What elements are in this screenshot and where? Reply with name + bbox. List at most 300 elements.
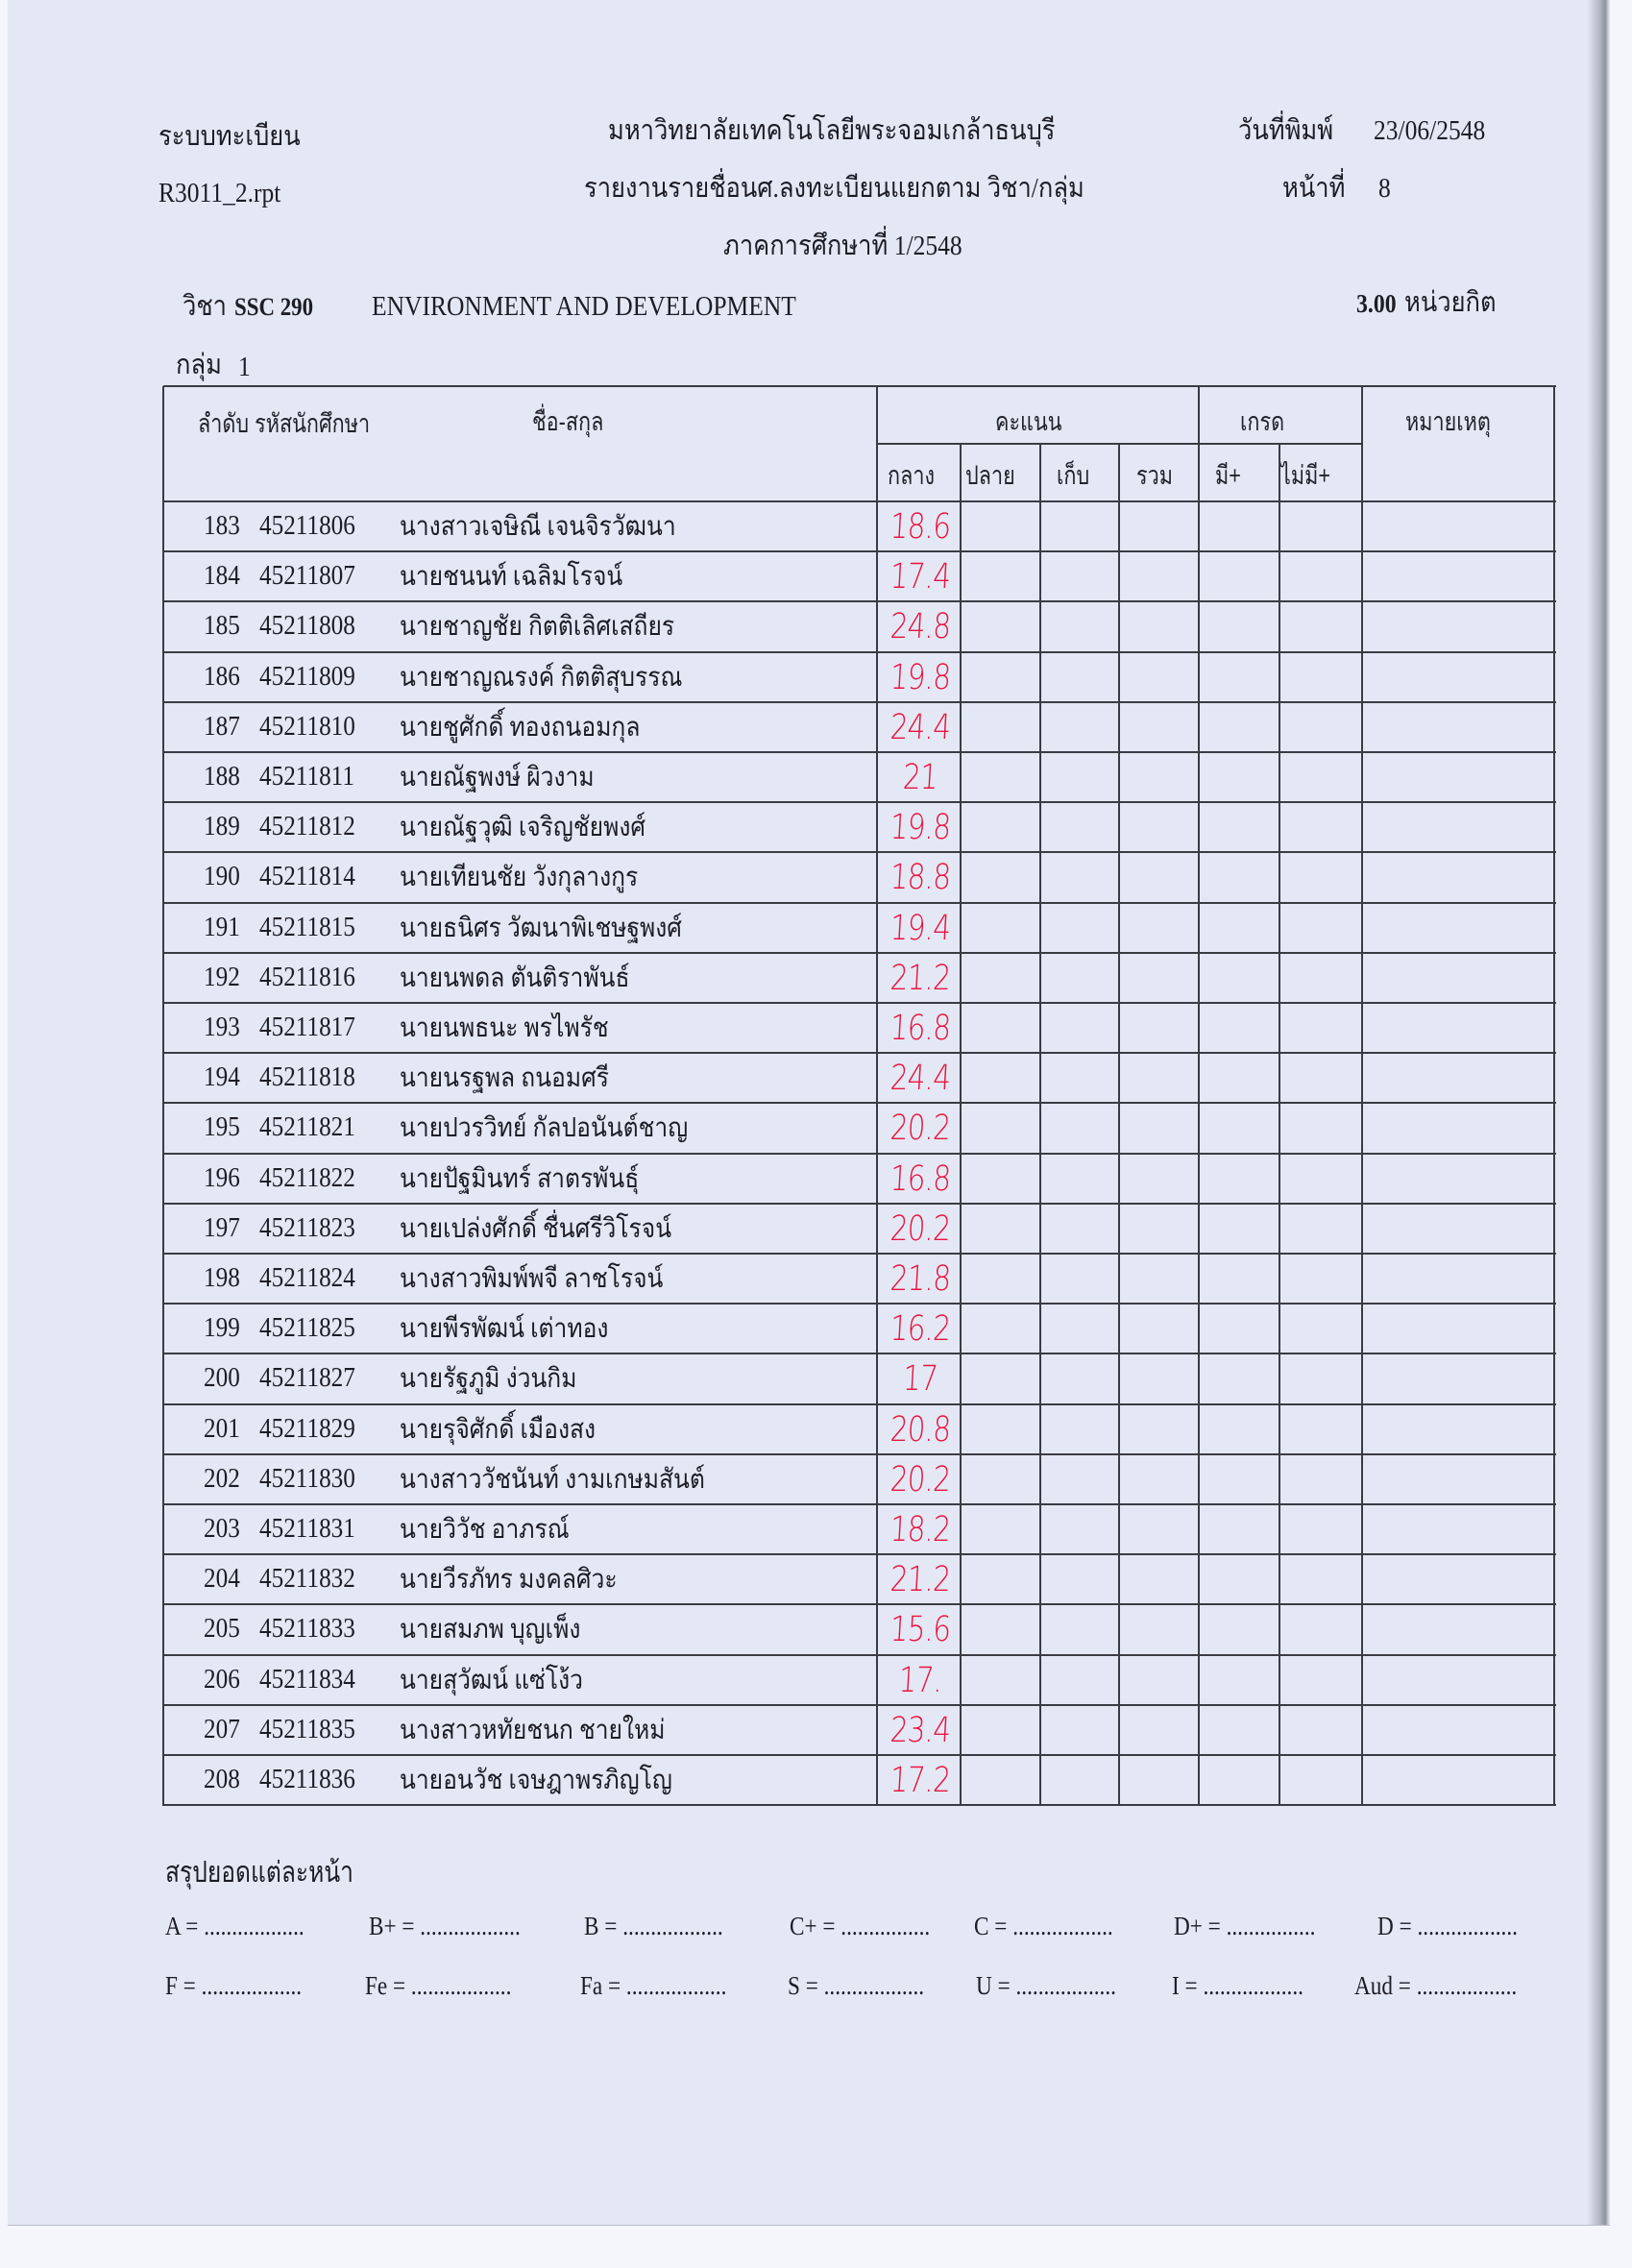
grade-no-plus-cell — [1279, 953, 1362, 1003]
midterm-score: 16.2 — [889, 1308, 952, 1349]
table-rule — [163, 1002, 1556, 1004]
collected-score-cell — [1040, 1003, 1119, 1053]
table-row — [163, 953, 1556, 1003]
row-seq: 200 — [204, 1363, 240, 1394]
system-label: ระบบทะเบียน — [158, 121, 301, 152]
header-score-group: คะแนน — [995, 407, 1062, 436]
grade-count-blank[interactable]: .................. — [1417, 1912, 1518, 1940]
total-score-cell — [1119, 953, 1199, 1003]
total-score-cell — [1119, 903, 1199, 953]
row-name: นายรุจิศักดิ์ เมืองสง — [400, 1414, 597, 1445]
total-score-cell — [1119, 1254, 1199, 1304]
collected-score-cell — [1040, 1404, 1119, 1454]
grade-label: D+ = — [1174, 1912, 1221, 1940]
row-student-id: 45211832 — [259, 1564, 355, 1595]
grade-count-blank[interactable]: .................. — [420, 1912, 521, 1940]
total-score-cell — [1119, 1053, 1199, 1103]
grade-no-plus-cell — [1279, 702, 1362, 752]
grade-no-plus-cell — [1279, 1003, 1362, 1053]
table-rule — [163, 1153, 1556, 1155]
remarks-cell — [1362, 1504, 1556, 1554]
midterm-score: 17. — [897, 1660, 943, 1700]
collected-score-cell — [1040, 1204, 1119, 1254]
midterm-score: 20.2 — [889, 1459, 952, 1500]
table-rule — [163, 1453, 1556, 1455]
collected-score-cell — [1040, 1554, 1119, 1604]
table-rule — [163, 952, 1556, 954]
table-row — [163, 1353, 1556, 1403]
remarks-cell — [1362, 601, 1556, 651]
final-score-cell — [961, 1204, 1040, 1254]
midterm-score: 16.8 — [889, 1008, 952, 1048]
row-seq: 199 — [204, 1313, 240, 1344]
grade-count-blank[interactable]: ................ — [1226, 1912, 1316, 1940]
collected-score-cell — [1040, 953, 1119, 1003]
grade-no-plus-cell — [1279, 551, 1362, 601]
report-title: รายงานรายชื่อนศ.ลงทะเบียนแยกตาม วิชา/กลุ่ม — [584, 173, 1084, 204]
grade-no-plus-cell — [1279, 852, 1362, 902]
summary-title: สรุปยอดแต่ละหน้า — [165, 1857, 353, 1889]
table-row — [163, 852, 1556, 902]
midterm-score: 20.2 — [889, 1208, 952, 1249]
grade-no-plus-cell — [1279, 1604, 1362, 1654]
grade-label: C+ = — [790, 1912, 836, 1940]
table-row — [163, 1454, 1556, 1504]
grade-count-blank[interactable]: .................. — [201, 1971, 303, 2000]
grade-no-plus-cell — [1279, 903, 1362, 953]
grade-count-blank[interactable]: .................. — [1015, 1971, 1116, 2000]
grade-count-field — [790, 1912, 930, 1941]
total-score-cell — [1119, 1003, 1199, 1053]
table-row — [163, 1504, 1556, 1554]
row-name: นายปวรวิทย์ กัลปอนันต์ชาญ — [400, 1113, 689, 1144]
remarks-cell — [1362, 1404, 1556, 1454]
report-file: R3011_2.rpt — [158, 178, 281, 208]
row-seq: 189 — [204, 812, 240, 842]
row-name: นายธนิศร วัฒนาพิเชษฐพงศ์ — [400, 913, 682, 943]
table-rule — [163, 1804, 1556, 1806]
grade-no-plus-cell — [1279, 1154, 1362, 1204]
grade-no-plus-cell — [1279, 1454, 1362, 1504]
row-name: นายชาญณรงค์ กิตติสุบรรณ — [400, 662, 683, 693]
row-student-id: 45211831 — [259, 1514, 355, 1544]
midterm-score: 20.8 — [889, 1409, 952, 1450]
table-row — [163, 1154, 1556, 1204]
page-edge-shadow — [1587, 0, 1610, 2225]
grade-label: Fe = — [365, 1971, 406, 2000]
total-score-cell — [1119, 702, 1199, 752]
grade-no-plus-cell — [1279, 1254, 1362, 1304]
final-score-cell — [961, 1705, 1040, 1755]
midterm-score: 21.2 — [889, 1559, 952, 1599]
grade-plus-cell — [1199, 802, 1279, 852]
collected-score-cell — [1040, 652, 1119, 702]
grade-label: B+ = — [369, 1912, 415, 1940]
row-student-id: 45211822 — [259, 1162, 355, 1193]
remarks-cell — [1362, 802, 1556, 852]
row-seq: 205 — [204, 1614, 240, 1645]
total-score-cell — [1119, 501, 1199, 551]
header-collected: เก็บ — [1057, 461, 1090, 490]
grade-count-blank[interactable]: .................. — [1012, 1912, 1113, 1940]
midterm-score: 21.2 — [889, 958, 952, 998]
row-seq: 193 — [204, 1012, 240, 1042]
row-seq: 186 — [204, 661, 240, 692]
grade-plus-cell — [1199, 953, 1279, 1003]
midterm-score: 18.8 — [889, 857, 952, 897]
grade-plus-cell — [1199, 652, 1279, 702]
table-row — [163, 1204, 1556, 1254]
grade-count-blank[interactable]: .................. — [823, 1971, 925, 2000]
grade-plus-cell — [1199, 1103, 1279, 1153]
midterm-score: 21.8 — [889, 1258, 952, 1299]
remarks-cell — [1362, 501, 1556, 551]
grade-plus-cell — [1199, 752, 1279, 802]
remarks-cell — [1362, 1655, 1556, 1705]
course-name: ENVIRONMENT AND DEVELOPMENT — [372, 291, 796, 322]
column-rule — [162, 386, 164, 1806]
row-student-id: 45211814 — [259, 862, 355, 892]
row-name: นายนพธนะ พรไพรัช — [400, 1013, 609, 1043]
grade-no-plus-cell — [1279, 1655, 1362, 1705]
table-rule — [163, 1403, 1556, 1405]
course-code: SSC 290 — [234, 293, 314, 321]
grade-no-plus-cell — [1279, 1554, 1362, 1604]
row-student-id: 45211810 — [259, 711, 355, 742]
collected-score-cell — [1040, 752, 1119, 802]
row-name: นายสุวัฒน์ แซ่โง้ว — [400, 1665, 583, 1695]
grade-count-field — [974, 1912, 1113, 1941]
grade-label: Fa = — [580, 1971, 621, 2000]
row-seq: 184 — [204, 561, 240, 592]
row-seq: 185 — [204, 611, 240, 642]
table-row — [163, 1003, 1556, 1053]
remarks-cell — [1362, 1755, 1556, 1805]
midterm-score: 24.8 — [889, 606, 952, 646]
collected-score-cell — [1040, 1154, 1119, 1204]
midterm-score: 18.6 — [889, 506, 952, 547]
grade-plus-cell — [1199, 1254, 1279, 1304]
table-rule — [163, 851, 1556, 853]
row-name: นางสาวหทัยชนก ชายใหม่ — [400, 1715, 666, 1745]
row-student-id: 45211812 — [259, 812, 355, 842]
remarks-cell — [1362, 1204, 1556, 1254]
table-rule — [163, 751, 1556, 753]
table-row — [163, 1304, 1556, 1353]
remarks-cell — [1362, 1705, 1556, 1755]
grade-no-plus-cell — [1279, 802, 1362, 852]
table-rule — [163, 1353, 1556, 1354]
row-student-id: 45211818 — [259, 1062, 355, 1093]
row-name: นางสาววัชนันท์ งามเกษมสันต์ — [400, 1464, 705, 1495]
remarks-cell — [1362, 903, 1556, 953]
grade-count-blank[interactable]: .................. — [625, 1971, 727, 2000]
grade-no-plus-cell — [1279, 652, 1362, 702]
grade-plus-cell — [1199, 601, 1279, 651]
table-rule — [163, 1553, 1556, 1555]
collected-score-cell — [1040, 501, 1119, 551]
grade-count-blank[interactable]: .................. — [204, 1912, 304, 1940]
row-student-id: 45211827 — [259, 1363, 355, 1394]
row-name: นายเปล่งศักดิ์ ชื่นศรีวิโรจน์ — [400, 1213, 672, 1244]
grade-plus-cell — [1199, 1755, 1279, 1805]
collected-score-cell — [1040, 1755, 1119, 1805]
table-rule — [163, 1603, 1556, 1605]
grade-no-plus-cell — [1279, 752, 1362, 802]
remarks-cell — [1362, 1103, 1556, 1153]
grade-label: A = — [165, 1912, 199, 1940]
grade-count-field — [1174, 1912, 1315, 1941]
collected-score-cell — [1040, 601, 1119, 651]
collected-score-cell — [1040, 551, 1119, 601]
grade-plus-cell — [1199, 702, 1279, 752]
row-name: นายเทียนชัย วังกุลางกูร — [400, 863, 639, 893]
final-score-cell — [961, 1454, 1040, 1504]
row-name: นายนรฐพล ถนอมศรี — [400, 1063, 609, 1094]
table-row — [163, 1604, 1556, 1654]
table-row — [163, 1053, 1556, 1103]
row-name: นายปัฐมินทร์ สาตรพันธุ์ — [400, 1163, 640, 1194]
row-student-id: 45211811 — [259, 762, 354, 792]
row-student-id: 45211816 — [259, 962, 355, 992]
table-row — [163, 702, 1556, 752]
table-row — [163, 551, 1556, 601]
table-rule — [163, 1203, 1556, 1205]
group-number: 1 — [238, 352, 251, 382]
row-seq: 197 — [204, 1212, 240, 1243]
header-midterm: กลาง — [888, 461, 935, 490]
grade-plus-cell — [1199, 501, 1279, 551]
grade-count-blank[interactable]: .................. — [410, 1971, 512, 2000]
table-row — [163, 1404, 1556, 1454]
grade-label: U = — [976, 1971, 1011, 2000]
collected-score-cell — [1040, 1304, 1119, 1353]
midterm-score: 17.2 — [889, 1760, 952, 1800]
grade-no-plus-cell — [1279, 1404, 1362, 1454]
row-seq: 187 — [204, 711, 240, 742]
row-seq: 190 — [204, 862, 240, 892]
row-seq: 192 — [204, 962, 240, 992]
midterm-score: 17.4 — [889, 556, 952, 597]
grade-no-plus-cell — [1279, 1304, 1362, 1353]
row-seq: 206 — [204, 1664, 240, 1695]
row-student-id: 45211817 — [259, 1012, 355, 1042]
grade-count-blank[interactable]: .................. — [622, 1912, 723, 1940]
row-name: นายณัฐวุฒิ เจริญชัยพงศ์ — [400, 813, 645, 843]
grade-plus-cell — [1199, 903, 1279, 953]
print-date-label: วันที่พิมพ์ — [1238, 115, 1334, 146]
remarks-cell — [1362, 1454, 1556, 1504]
grade-plus-cell — [1199, 852, 1279, 902]
row-seq: 201 — [204, 1413, 240, 1444]
grade-count-field — [584, 1912, 723, 1941]
grade-no-plus-cell — [1279, 1103, 1362, 1153]
column-rule — [1039, 444, 1041, 1806]
total-score-cell — [1119, 1353, 1199, 1403]
table-rule — [163, 801, 1556, 803]
grade-no-plus-cell — [1279, 1504, 1362, 1554]
remarks-cell — [1362, 1554, 1556, 1604]
final-score-cell — [961, 601, 1040, 651]
header-total: รวม — [1136, 461, 1173, 490]
remarks-cell — [1362, 652, 1556, 702]
course-credits: 3.00 — [1356, 289, 1397, 318]
table-rule — [163, 902, 1556, 904]
total-score-cell — [1119, 1655, 1199, 1705]
row-name: นายณัฐพงษ์ ผิวงาม — [400, 763, 595, 793]
grade-no-plus-cell — [1279, 1755, 1362, 1805]
grade-plus-cell — [1199, 1353, 1279, 1403]
final-score-cell — [961, 802, 1040, 852]
row-student-id: 45211809 — [259, 661, 355, 692]
row-name: นายสมภพ บุญเพ็ง — [400, 1615, 581, 1646]
column-rule — [876, 386, 878, 1806]
row-seq: 191 — [204, 912, 240, 942]
final-score-cell — [961, 1554, 1040, 1604]
table-row — [163, 802, 1556, 852]
row-student-id: 45211836 — [259, 1765, 355, 1794]
table-row — [163, 1755, 1556, 1805]
total-score-cell — [1119, 1705, 1199, 1755]
grade-count-blank[interactable]: .................. — [1203, 1971, 1303, 2000]
collected-score-cell — [1040, 1504, 1119, 1554]
grade-count-field — [1354, 1971, 1517, 2001]
grade-no-plus-cell — [1279, 1353, 1362, 1403]
remarks-cell — [1362, 1254, 1556, 1304]
column-rule — [1198, 386, 1200, 1806]
grade-count-blank[interactable]: .................. — [1416, 1971, 1518, 2000]
midterm-score: 23.4 — [889, 1710, 952, 1750]
row-student-id: 45211825 — [259, 1313, 355, 1344]
total-score-cell — [1119, 752, 1199, 802]
collected-score-cell — [1040, 852, 1119, 902]
row-name: นายชาญชัย กิตติเลิศเสถียร — [400, 612, 675, 643]
final-score-cell — [961, 551, 1040, 601]
table-rule — [163, 385, 1556, 387]
header-remarks: หมายเหตุ — [1405, 407, 1491, 436]
row-seq: 195 — [204, 1112, 240, 1143]
grade-no-plus-cell — [1279, 1204, 1362, 1254]
table-row — [163, 1254, 1556, 1304]
header-seq-id: ลำดับ รหัสนักศึกษา — [198, 409, 371, 438]
total-score-cell — [1119, 802, 1199, 852]
print-date: 23/06/2548 — [1374, 115, 1486, 146]
table-row — [163, 1655, 1556, 1705]
group-label: กลุ่ม — [176, 350, 222, 380]
grade-label: B = — [584, 1912, 618, 1940]
midterm-score: 24.4 — [889, 707, 952, 747]
row-seq: 183 — [204, 511, 240, 541]
table-rule — [163, 600, 1556, 602]
row-seq: 207 — [204, 1714, 240, 1744]
row-name: นายชนนท์ เฉลิมโรจน์ — [400, 562, 623, 593]
row-name: นายอนวัช เจษฎาพรภิญโญ — [400, 1766, 672, 1795]
total-score-cell — [1119, 652, 1199, 702]
collected-score-cell — [1040, 1254, 1119, 1304]
total-score-cell — [1119, 1755, 1199, 1805]
row-name: นายวีรภัทร มงคลศิวะ — [400, 1565, 618, 1596]
collected-score-cell — [1040, 1655, 1119, 1705]
final-score-cell — [961, 1504, 1040, 1554]
row-seq: 188 — [204, 762, 240, 792]
table-row — [163, 1103, 1556, 1153]
total-score-cell — [1119, 1504, 1199, 1554]
final-score-cell — [961, 1103, 1040, 1153]
table-rule — [163, 1654, 1556, 1656]
midterm-score: 15.6 — [889, 1609, 952, 1649]
grade-count-field — [165, 1971, 302, 2001]
header-grade-group: เกรด — [1240, 407, 1285, 436]
grade-count-field — [1377, 1912, 1518, 1941]
table-row — [163, 1705, 1556, 1755]
header-has-plus: มี+ — [1215, 461, 1241, 490]
grade-count-field — [369, 1912, 521, 1941]
grade-plus-cell — [1199, 1705, 1279, 1755]
midterm-score: 19.8 — [889, 657, 952, 697]
grade-count-field — [165, 1912, 304, 1941]
total-score-cell — [1119, 1204, 1199, 1254]
grade-count-field — [1172, 1971, 1303, 2001]
grade-plus-cell — [1199, 551, 1279, 601]
page-label: หน้าที่ — [1282, 173, 1346, 204]
final-score-cell — [961, 1304, 1040, 1353]
table-rule — [163, 1704, 1556, 1706]
grade-count-field — [365, 1971, 511, 2001]
collected-score-cell — [1040, 1053, 1119, 1103]
final-score-cell — [961, 1755, 1040, 1805]
row-name: นายวิวัช อาภรณ์ — [400, 1515, 570, 1545]
grade-plus-cell — [1199, 1304, 1279, 1353]
remarks-cell — [1362, 551, 1556, 601]
total-score-cell — [1119, 1404, 1199, 1454]
final-score-cell — [961, 702, 1040, 752]
total-score-cell — [1119, 1103, 1199, 1153]
midterm-score: 18.2 — [889, 1509, 952, 1549]
header-no-plus: ไม่มี+ — [1280, 461, 1330, 490]
grade-count-field — [580, 1971, 726, 2001]
grade-plus-cell — [1199, 1154, 1279, 1204]
final-score-cell — [961, 903, 1040, 953]
row-name: นายรัฐภูมิ ง่วนกิม — [400, 1364, 577, 1395]
final-score-cell — [961, 1053, 1040, 1103]
collected-score-cell — [1040, 1353, 1119, 1403]
collected-score-cell — [1040, 903, 1119, 953]
collected-score-cell — [1040, 1705, 1119, 1755]
grade-count-blank[interactable]: ................ — [840, 1912, 931, 1940]
row-name: นางสาวเจษิณี เจนจิรวัฒนา — [400, 512, 676, 542]
total-score-cell — [1119, 1154, 1199, 1204]
remarks-cell — [1362, 1304, 1556, 1353]
final-score-cell — [961, 852, 1040, 902]
midterm-score: 21 — [901, 757, 939, 797]
row-student-id: 45211824 — [259, 1263, 355, 1293]
grade-no-plus-cell — [1279, 1053, 1362, 1103]
midterm-score: 17 — [901, 1358, 939, 1399]
remarks-cell — [1362, 752, 1556, 802]
table-row — [163, 652, 1556, 702]
table-rule — [163, 1102, 1556, 1104]
row-student-id: 45211834 — [259, 1664, 355, 1695]
final-score-cell — [961, 1003, 1040, 1053]
table-row — [163, 1554, 1556, 1604]
final-score-cell — [961, 1404, 1040, 1454]
row-student-id: 45211806 — [259, 511, 355, 541]
row-student-id: 45211833 — [259, 1614, 355, 1645]
row-name: นางสาวพิมพ์พจี ลาชโรจน์ — [400, 1264, 664, 1294]
remarks-cell — [1362, 1003, 1556, 1053]
column-rule — [960, 444, 962, 1806]
row-seq: 194 — [204, 1062, 240, 1093]
